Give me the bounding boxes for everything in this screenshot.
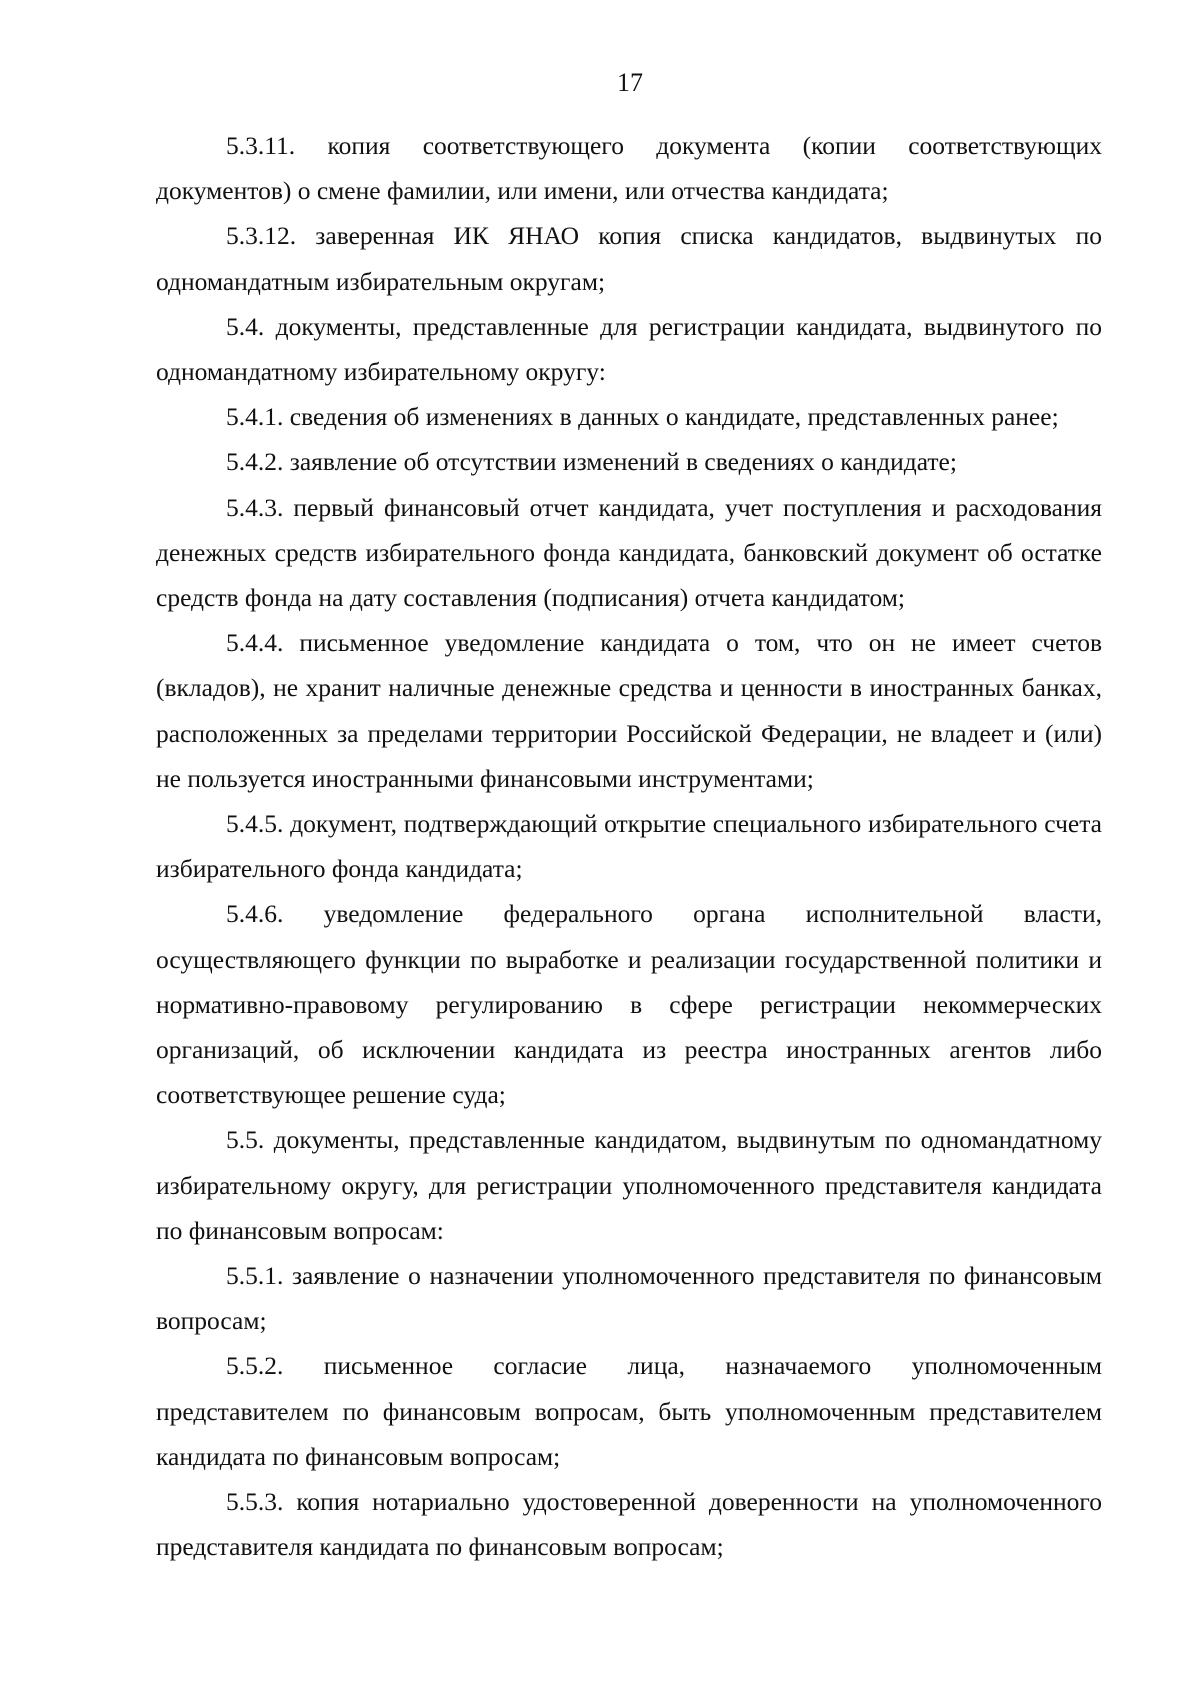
paragraph-5-5: 5.5. документы, представленные кандидатом, выдвинутым по одномандатному избирательному округу, для регистрации уполномоченного представителя кандидата по финансовым вопросам:: [156, 1125, 1102, 1245]
paragraph-5-4-3: 5.4.3. первый финансовый отчет кандидата, учет поступления и расходования денежных средств избирательного фонда кандидата, банковский документ об остатке средств фонда на дату составления (подписания) отчета кандидатом;: [156, 492, 1102, 613]
paragraph-5-4-2: 5.4.2. заявление об отсутствии изменений в сведениях о кандидате;: [226, 447, 957, 477]
paragraph-5-4-6: 5.4.6. уведомление федерального органа исполнительной власти, осуществляющего функции по выработке и реализации государственной политики и нормативно-правовому регулированию в сфере регистрации некоммерческих организаций, об исключении кандидата из реестра иностранных агентов либо соответствующее решение суда;: [156, 899, 1102, 1110]
paragraph-5-3-12: 5.3.12. заверенная ИК ЯНАО копия списка кандидатов, выдвинутых по одномандатным избирательным округам;: [156, 221, 1102, 296]
page-number: 17: [617, 68, 643, 97]
paragraph-5-4: 5.4. документы, представленные для регистрации кандидата, выдвинутого по одномандатному избирательному округу:: [156, 311, 1102, 387]
paragraph-5-4-1: 5.4.1. сведения об изменениях в данных о кандидате, представленных ранее;: [226, 402, 1059, 432]
paragraph-5-5-1: 5.5.1. заявление о назначении уполномоченного представителя по финансовым вопросам;: [156, 1261, 1102, 1336]
paragraph-5-5-2: 5.5.2. письменное согласие лица, назначаемого уполномоченным представителем по финансовым вопросам, быть уполномоченным представителем кандидата по финансовым вопросам;: [156, 1351, 1102, 1471]
paragraph-5-4-5: 5.4.5. документ, подтверждающий открытие специального избирательного счета избирательного фонда кандидата;: [156, 809, 1102, 884]
document-body: [156, 123, 1102, 1570]
paragraph-5-5-3: 5.5.3. копия нотариально удостоверенной доверенности на уполномоченного представителя кандидата по финансовым вопросам;: [156, 1487, 1102, 1562]
paragraph-5-3-11: 5.3.11. копия соответствующего документа (копии соответствующих документов) о смене фамилии, или имени, или отчества кандидата;: [156, 131, 1102, 206]
paragraph-5-4-4: 5.4.4. письменное уведомление кандидата о том, что он не имеет счетов (вкладов), не хранит наличные денежные средства и ценности в иностранных банках, расположенных за пределами территории Российской Федерации, не владеет и (или) не пользуется иностранными финансовыми инструментами;: [156, 628, 1102, 793]
